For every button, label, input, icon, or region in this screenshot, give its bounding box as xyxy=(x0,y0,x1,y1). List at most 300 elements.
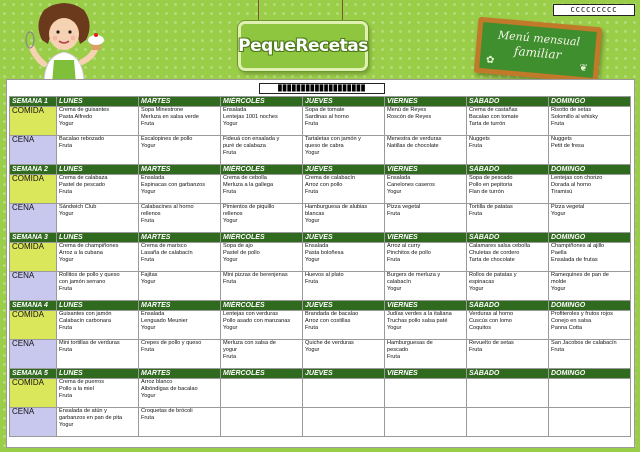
dish-line: Fruta xyxy=(59,347,73,353)
dish-line: Panna Cotta xyxy=(551,325,583,331)
dish-line: Rollos de patatas y xyxy=(469,272,517,278)
dish-line: Fruta xyxy=(305,325,319,331)
dish-line: pescado xyxy=(387,347,409,353)
dish-line: Yogur xyxy=(141,393,156,399)
dish-line: Calabacín carbonara xyxy=(59,318,111,324)
dish-line: Pimientos de piquillo xyxy=(223,204,275,210)
menu-cell xyxy=(467,136,549,165)
menu-table xyxy=(9,96,631,437)
day-header: LUNES xyxy=(57,165,139,175)
dish-line: Pollo a la miel xyxy=(59,386,94,392)
dish-line: Lentejas con verduras xyxy=(223,311,279,317)
menu-cell xyxy=(221,204,303,233)
dish-line: Lenguado Meunier xyxy=(141,318,188,324)
menu-cell xyxy=(385,408,467,437)
dish-line: Menú de Reyes xyxy=(387,107,427,113)
menu-cell xyxy=(467,311,549,340)
menu-cell xyxy=(385,204,467,233)
dish-line: Fruta xyxy=(59,325,73,331)
dish-line: Yogur xyxy=(59,121,74,127)
day-header: JUEVES xyxy=(303,301,385,311)
dish-line: Tortilla de patatas xyxy=(469,204,513,210)
dish-line: Ramequines de pan de xyxy=(551,272,609,278)
dish-line: Yogur xyxy=(387,325,402,331)
dish-line: Guisantes con jamón xyxy=(59,311,112,317)
dish-line: Merluza en salsa verde xyxy=(141,114,199,120)
dish-line: Fruta xyxy=(59,143,73,149)
day-header: LUNES xyxy=(57,233,139,243)
day-header: VIERNES xyxy=(385,165,467,175)
dish-line: Fruta xyxy=(551,347,565,353)
comida-label: COMIDA xyxy=(10,107,57,136)
dish-line: Mini pizzas de berenjenas xyxy=(223,272,288,278)
dish-line: puré de calabaza xyxy=(223,143,266,149)
menu-cell xyxy=(303,175,385,204)
dish-line: Fideuá con ensalada y xyxy=(223,136,280,142)
menu-cell xyxy=(549,340,631,369)
dish-line: Fruta xyxy=(469,211,483,217)
dish-line: Ensalada xyxy=(305,243,329,249)
menu-cell xyxy=(549,243,631,272)
dish-line: Canelones caseros xyxy=(387,182,435,188)
menu-cell xyxy=(467,340,549,369)
dish-line: Fruta xyxy=(305,279,319,285)
comida-row xyxy=(10,243,631,272)
dish-line: Roscón de Reyes xyxy=(387,114,432,120)
day-header: VIERNES xyxy=(385,97,467,107)
comida-label: COMIDA xyxy=(10,175,57,204)
menu-cell xyxy=(385,340,467,369)
carrot-icon: ✿ xyxy=(485,54,495,67)
dish-line: Huevos al plato xyxy=(305,272,344,278)
dish-line: Fruta xyxy=(223,354,237,360)
dish-line: rellenos xyxy=(141,211,161,217)
menu-cell xyxy=(221,311,303,340)
dish-line: Ensalada xyxy=(223,107,247,113)
dish-line: Nuggets xyxy=(469,136,490,142)
dish-line: Calamares salsa cebolla xyxy=(469,243,530,249)
dish-line: Pasta Alfredo xyxy=(59,114,93,120)
dish-line: Arroz a la cubana xyxy=(59,250,103,256)
dish-line: Fruta xyxy=(469,347,483,353)
dish-line: calabacín xyxy=(387,279,411,285)
menu-cell xyxy=(221,243,303,272)
dish-line: Yogur xyxy=(141,189,156,195)
menu-cell xyxy=(467,204,549,233)
dish-line: Solomillo al whisky xyxy=(551,114,598,120)
dish-line: Yogur xyxy=(59,422,74,428)
dish-line: Fruta xyxy=(223,279,237,285)
dish-line: Sándwich Club xyxy=(59,204,97,210)
dish-line: Fruta xyxy=(305,189,319,195)
dish-line: Fruta xyxy=(59,286,73,292)
dish-line: Verduras al horno xyxy=(469,311,514,317)
day-header: MIÉRCOLES xyxy=(221,165,303,175)
menu-cell xyxy=(221,175,303,204)
menu-cell xyxy=(139,379,221,408)
dish-line: Crema de champiñones xyxy=(59,243,119,249)
dish-line: Yogur xyxy=(469,286,484,292)
menu-cell xyxy=(303,379,385,408)
day-header: JUEVES xyxy=(303,97,385,107)
dish-line: Crema de guisantes xyxy=(59,107,110,113)
day-header: JUEVES xyxy=(303,165,385,175)
dish-line: Fruta xyxy=(59,393,73,399)
chalkboard-sign xyxy=(474,17,602,84)
menu-cell xyxy=(139,175,221,204)
sign-rope-left xyxy=(258,0,259,22)
dish-line: Merluza con salsa de xyxy=(223,340,276,346)
menu-cell xyxy=(385,379,467,408)
dish-line: Natillas de chocolate xyxy=(387,143,439,149)
dish-line: Fruta xyxy=(387,257,401,263)
dish-line: yogur xyxy=(223,347,237,353)
dish-line: Fruta xyxy=(387,211,401,217)
menu-cell xyxy=(57,340,139,369)
menu-cell xyxy=(57,272,139,301)
menu-cell xyxy=(303,408,385,437)
dish-line: Tarta de chocolate xyxy=(469,257,515,263)
menu-cell xyxy=(467,243,549,272)
day-header: LUNES xyxy=(57,97,139,107)
dish-line: Sopa de ajo xyxy=(223,243,253,249)
menu-cell xyxy=(467,408,549,437)
menu-cell xyxy=(139,408,221,437)
dish-line: Crema de cebolla xyxy=(223,175,267,181)
week-header-row xyxy=(10,97,631,107)
menu-cell xyxy=(57,175,139,204)
day-header: DOMINGO xyxy=(549,97,631,107)
logo-text: PequeRecetas xyxy=(238,36,368,56)
dish-line: Bacalao con tomate xyxy=(469,114,519,120)
dish-line: Fruta xyxy=(141,257,155,263)
menu-cell xyxy=(57,379,139,408)
day-header: MIÉRCOLES xyxy=(221,369,303,379)
dish-line: Merluza a la gallega xyxy=(223,182,274,188)
dish-line: Yogur xyxy=(305,347,320,353)
week-label: SEMANA 5 xyxy=(10,369,57,379)
dish-line: Tiramisú xyxy=(551,189,573,195)
day-header: MARTES xyxy=(139,233,221,243)
chalkboard-title-line2: familiar xyxy=(513,43,562,63)
table-caption: ███████████████████ xyxy=(259,83,385,94)
dish-line: Crema de puerros xyxy=(59,379,105,385)
menu-cell xyxy=(57,136,139,165)
dish-line: Fruta xyxy=(141,121,155,127)
menu-cell xyxy=(139,107,221,136)
dish-line: Arroz con costillas xyxy=(305,318,351,324)
chalkboard-title-line1: Menú mensual xyxy=(497,28,581,49)
day-header: MARTES xyxy=(139,369,221,379)
day-header: MARTES xyxy=(139,97,221,107)
dish-line: Calabacines al horno xyxy=(141,204,194,210)
dish-line: espinacas xyxy=(469,279,495,285)
dish-line: Ensalada xyxy=(141,175,165,181)
dish-line: Judías verdes a la italiana xyxy=(387,311,452,317)
cena-label: CENA xyxy=(10,272,57,301)
week-header-row xyxy=(10,369,631,379)
dish-line: Burgers de merluza y xyxy=(387,272,441,278)
menu-cell xyxy=(57,408,139,437)
menu-cell xyxy=(549,408,631,437)
menu-cell xyxy=(139,311,221,340)
dish-line: Fruta xyxy=(551,121,565,127)
dish-line: Revuelto de setas xyxy=(469,340,514,346)
day-header: MIÉRCOLES xyxy=(221,233,303,243)
menu-cell xyxy=(385,272,467,301)
comida-label: COMIDA xyxy=(10,311,57,340)
dish-line: Crema de castañas xyxy=(469,107,518,113)
comida-row xyxy=(10,107,631,136)
day-header: MARTES xyxy=(139,301,221,311)
dish-line: Cuscús con lomo xyxy=(469,318,512,324)
menu-cell xyxy=(139,340,221,369)
dish-line: Profiteroles y frutos rojos xyxy=(551,311,613,317)
menu-cell xyxy=(549,136,631,165)
day-header: SÁBADO xyxy=(467,97,549,107)
dish-line: Bacalao rebozado xyxy=(59,136,105,142)
cena-row xyxy=(10,136,631,165)
dish-line: Arroz blanco xyxy=(141,379,173,385)
cena-row xyxy=(10,408,631,437)
dish-line: Nuggets xyxy=(551,136,572,142)
menu-cell xyxy=(221,379,303,408)
day-header: DOMINGO xyxy=(549,165,631,175)
dish-line: Yogur xyxy=(551,286,566,292)
dish-line: Fruta xyxy=(223,189,237,195)
menu-sheet xyxy=(6,79,635,448)
dish-line: Crepes de pollo y queso xyxy=(141,340,202,346)
dish-line: Ensalada xyxy=(141,311,165,317)
comida-row xyxy=(10,379,631,408)
dish-line: Yogur xyxy=(59,211,74,217)
dish-line: Albóndigas de bacalao xyxy=(141,386,198,392)
dish-line: Yogur xyxy=(551,211,566,217)
dish-line: Rollitos de pollo y queso xyxy=(59,272,120,278)
menu-cell xyxy=(467,107,549,136)
day-header: VIERNES xyxy=(385,369,467,379)
dish-line: Petit de fresa xyxy=(551,143,584,149)
dish-line: Pizza vegetal xyxy=(551,204,585,210)
dish-line: Lentejas con chorizo xyxy=(551,175,603,181)
dish-line: Crema de calabaza xyxy=(59,175,108,181)
dish-line: Yogur xyxy=(141,279,156,285)
day-header: JUEVES xyxy=(303,233,385,243)
dish-line: Escalopines de pollo xyxy=(141,136,193,142)
dish-line: Fruta xyxy=(305,121,319,127)
dish-line: Dorada al horno xyxy=(551,182,592,188)
dish-line: Menestra de verduras xyxy=(387,136,442,142)
dish-line: Fruta xyxy=(59,189,73,195)
dish-line: Espinacas con garbanzos xyxy=(141,182,206,188)
leaf-icon: ❦ xyxy=(578,62,589,75)
menu-cell xyxy=(221,408,303,437)
dish-line: Croquetas de brócoli xyxy=(141,408,193,414)
menu-cell xyxy=(467,379,549,408)
dish-line: Pollo asado con manzanas xyxy=(223,318,291,324)
dish-line: Tarta de turrón xyxy=(469,121,506,127)
dish-line: Yogur xyxy=(141,143,156,149)
day-header: DOMINGO xyxy=(549,233,631,243)
dish-line: Yogur xyxy=(223,218,238,224)
dish-line: garbanzos en pan de pita xyxy=(59,415,123,421)
dish-line: Pollo en pepitoria xyxy=(469,182,513,188)
dish-line: Mini tortillas de verduras xyxy=(59,340,120,346)
day-header: SÁBADO xyxy=(467,165,549,175)
menu-cell xyxy=(549,204,631,233)
dish-line: blancas xyxy=(305,211,325,217)
dish-line: con jamón serrano xyxy=(59,279,106,285)
week-header-row xyxy=(10,165,631,175)
menu-cell xyxy=(467,175,549,204)
day-header: MARTES xyxy=(139,165,221,175)
dish-line: molde xyxy=(551,279,567,285)
dish-line: Arroz al curry xyxy=(387,243,421,249)
cena-row xyxy=(10,272,631,301)
week-header-row xyxy=(10,301,631,311)
menu-cell xyxy=(467,272,549,301)
menu-cell xyxy=(549,379,631,408)
menu-cell xyxy=(549,272,631,301)
day-header: LUNES xyxy=(57,301,139,311)
day-header: LUNES xyxy=(57,369,139,379)
menu-cell xyxy=(139,204,221,233)
menu-cell xyxy=(221,272,303,301)
cena-row xyxy=(10,204,631,233)
dish-line: Chuletas de cordero xyxy=(469,250,520,256)
dish-line: Yogur xyxy=(223,325,238,331)
dish-line: Crema de marisco xyxy=(141,243,187,249)
day-header: SÁBADO xyxy=(467,301,549,311)
menu-cell xyxy=(57,243,139,272)
menu-cell xyxy=(303,243,385,272)
menu-cell xyxy=(139,243,221,272)
menu-cell xyxy=(385,243,467,272)
comida-row xyxy=(10,175,631,204)
dish-line: Crema de calabacín xyxy=(305,175,356,181)
dish-line: Yogur xyxy=(305,218,320,224)
day-header: MIÉRCOLES xyxy=(221,97,303,107)
day-header: SÁBADO xyxy=(467,233,549,243)
dish-line: Paella xyxy=(551,250,567,256)
comida-row xyxy=(10,311,631,340)
dish-line: Sopa de tomate xyxy=(305,107,345,113)
dish-line: Flan de turrón xyxy=(469,189,504,195)
sign-rope-right xyxy=(342,0,343,22)
dish-line: Truchas pollo salsa paté xyxy=(387,318,448,324)
dish-line: Fruta xyxy=(141,415,155,421)
dish-line: Yogur xyxy=(223,257,238,263)
dish-line: Sopa de pescado xyxy=(469,175,513,181)
dish-line: Lasaña de calabacín xyxy=(141,250,193,256)
day-header: MIÉRCOLES xyxy=(221,301,303,311)
dish-line: Yogur xyxy=(387,286,402,292)
dish-line: Brandada de bacalao xyxy=(305,311,359,317)
menu-cell xyxy=(303,107,385,136)
menu-cell xyxy=(549,107,631,136)
dish-line: rellenos xyxy=(223,211,243,217)
week-label: SEMANA 2 xyxy=(10,165,57,175)
dish-line: Ensalada de frutas xyxy=(551,257,598,263)
dish-line: Yogur xyxy=(141,325,156,331)
dish-line: Pinchitos de pollo xyxy=(387,250,431,256)
menu-cell xyxy=(139,272,221,301)
menu-cell xyxy=(549,311,631,340)
dish-line: Champiñones al ajillo xyxy=(551,243,605,249)
dish-line: Fruta xyxy=(223,150,237,156)
menu-cell xyxy=(303,311,385,340)
logo-sign xyxy=(238,21,368,71)
day-header: VIERNES xyxy=(385,233,467,243)
cook-illustration xyxy=(14,0,114,84)
menu-cell xyxy=(549,175,631,204)
day-header: DOMINGO xyxy=(549,369,631,379)
comida-label: COMIDA xyxy=(10,379,57,408)
week-label: SEMANA 1 xyxy=(10,97,57,107)
menu-cell xyxy=(385,136,467,165)
cena-label: CENA xyxy=(10,204,57,233)
dish-line: Tartaletas con jamón y xyxy=(305,136,361,142)
day-header: SÁBADO xyxy=(467,369,549,379)
day-header: VIERNES xyxy=(385,301,467,311)
menu-cell xyxy=(385,107,467,136)
menu-cell xyxy=(57,107,139,136)
menu-cell xyxy=(385,175,467,204)
menu-cell xyxy=(303,340,385,369)
dish-line: Sardinas al horno xyxy=(305,114,349,120)
dish-line: Fruta xyxy=(141,347,155,353)
dish-line: Pasta boloñesa xyxy=(305,250,344,256)
dish-line: Sopa Minestrone xyxy=(141,107,184,113)
dish-line: Conejo en salsa xyxy=(551,318,592,324)
dish-line: Hamburguesa de alubias xyxy=(305,204,368,210)
dish-line: Fruta xyxy=(141,218,155,224)
dish-line: Yogur xyxy=(223,121,238,127)
menu-cell xyxy=(221,340,303,369)
dish-line: queso de cabra xyxy=(305,143,344,149)
cena-label: CENA xyxy=(10,136,57,165)
menu-cell xyxy=(57,204,139,233)
week-header-row xyxy=(10,233,631,243)
comida-label: COMIDA xyxy=(10,243,57,272)
menu-cell xyxy=(303,136,385,165)
menu-cell xyxy=(221,136,303,165)
dish-line: Yogur xyxy=(387,189,402,195)
dish-line: Risotto de setas xyxy=(551,107,592,113)
week-label: SEMANA 3 xyxy=(10,233,57,243)
menu-cell xyxy=(139,136,221,165)
day-header: DOMINGO xyxy=(549,301,631,311)
dish-line: Coquitos xyxy=(469,325,492,331)
dish-line: Lentejas 1001 noches xyxy=(223,114,278,120)
dish-line: Ensalada de atún y xyxy=(59,408,107,414)
cena-label: CENA xyxy=(10,340,57,369)
day-header: JUEVES xyxy=(303,369,385,379)
dish-line: Fajitas xyxy=(141,272,158,278)
cena-label: CENA xyxy=(10,408,57,437)
dish-line: Yogur xyxy=(305,150,320,156)
dish-line: Quiche de verduras xyxy=(305,340,354,346)
dish-line: Fruta xyxy=(387,354,401,360)
cena-row xyxy=(10,340,631,369)
menu-cell xyxy=(303,204,385,233)
dish-line: Yogur xyxy=(305,257,320,263)
menu-cell xyxy=(303,272,385,301)
dish-line: Hamburguesas de xyxy=(387,340,433,346)
dish-line: Pizza vegetal xyxy=(387,204,421,210)
dish-line: Yogur xyxy=(59,257,74,263)
dish-line: San Jacobos de calabacín xyxy=(551,340,617,346)
